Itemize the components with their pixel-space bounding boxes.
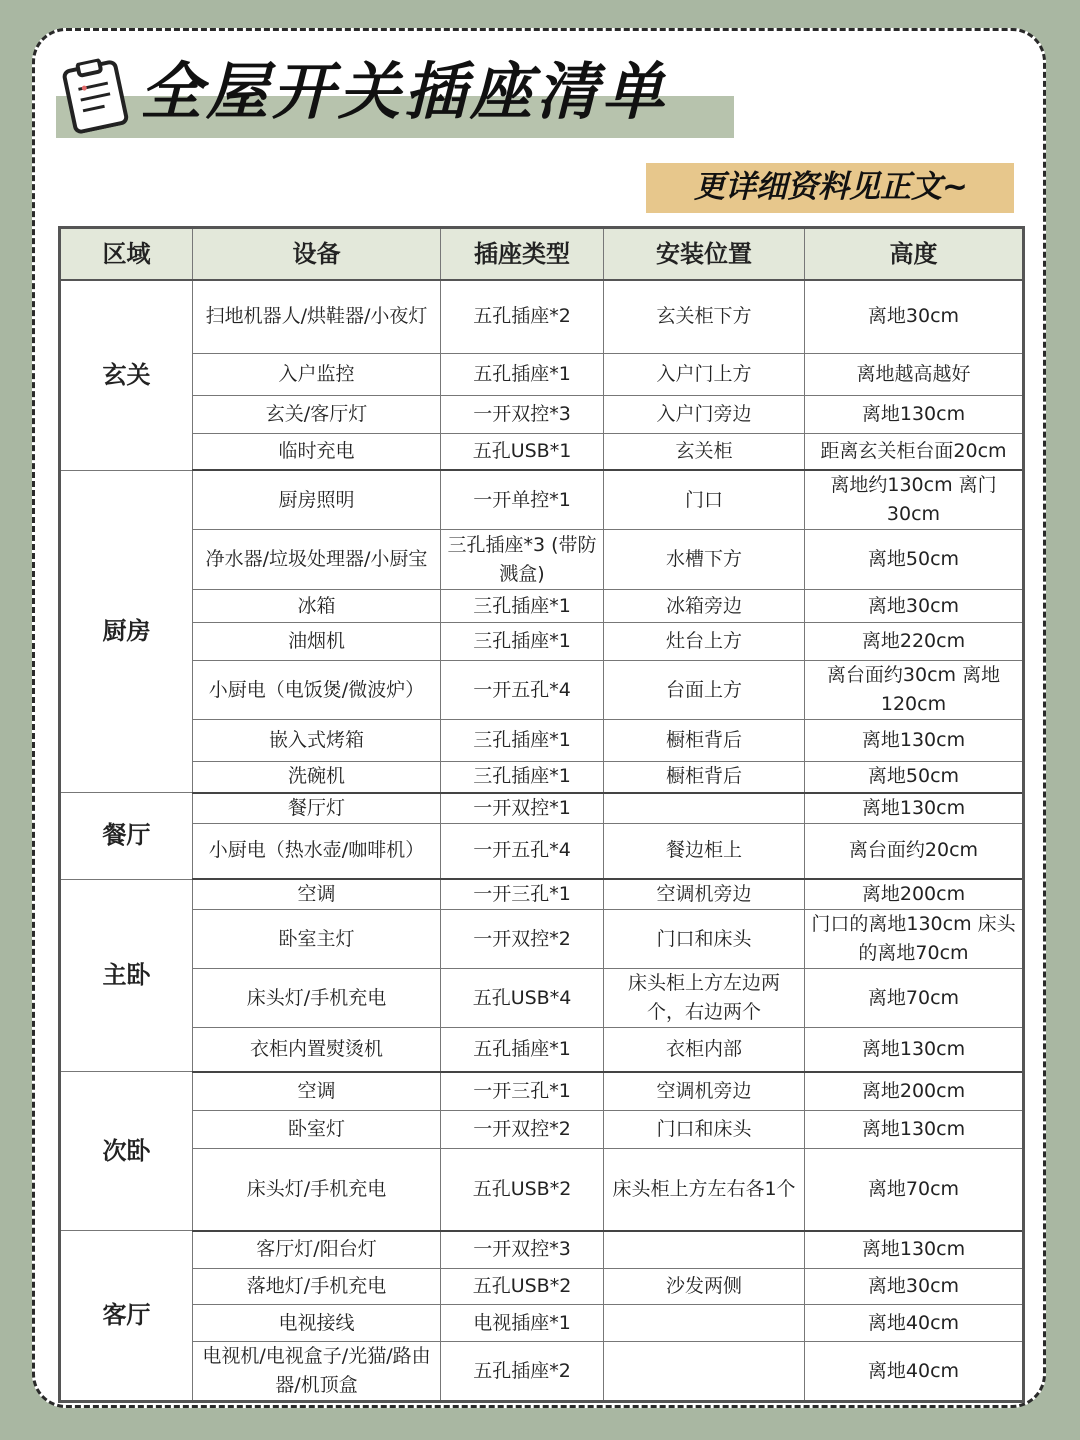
location-cell: 空调机旁边 <box>604 1072 805 1111</box>
height-cell: 离地130cm <box>805 1231 1024 1269</box>
location-cell <box>604 1342 805 1402</box>
height-cell: 门口的离地130cm 床头的离地70cm <box>805 910 1024 969</box>
location-cell: 床头柜上方左边两个，右边两个 <box>604 969 805 1028</box>
height-cell: 离地40cm <box>805 1305 1024 1342</box>
socket-type-cell: 一开三孔*1 <box>441 1072 604 1111</box>
device-cell: 厨房照明 <box>193 470 441 530</box>
height-cell: 离地200cm <box>805 879 1024 910</box>
height-cell: 离台面约30cm 离地120cm <box>805 661 1024 720</box>
socket-type-cell: 三孔插座*3 (带防溅盒) <box>441 530 604 590</box>
location-cell: 灶台上方 <box>604 623 805 661</box>
table-row <box>60 661 1024 720</box>
height-cell: 离地200cm <box>805 1072 1024 1111</box>
zone-cell: 玄关 <box>60 280 193 470</box>
device-cell: 小厨电（电饭煲/微波炉） <box>193 661 441 720</box>
device-cell: 空调 <box>193 1072 441 1111</box>
header-socket-type: 插座类型 <box>441 228 604 281</box>
device-cell: 卧室灯 <box>193 1111 441 1149</box>
location-cell: 玄关柜 <box>604 433 805 470</box>
socket-type-cell: 一开五孔*4 <box>441 661 604 720</box>
device-cell: 油烟机 <box>193 623 441 661</box>
socket-type-cell: 一开双控*2 <box>441 1111 604 1149</box>
device-cell: 小厨电（热水壶/咖啡机） <box>193 823 441 879</box>
height-cell: 距离玄关柜台面20cm <box>805 433 1024 470</box>
zone-cell: 主卧 <box>60 879 193 1072</box>
socket-table <box>58 226 1025 1403</box>
height-cell: 离地130cm <box>805 395 1024 433</box>
location-cell: 玄关柜下方 <box>604 280 805 353</box>
socket-type-cell: 三孔插座*1 <box>441 623 604 661</box>
header-zone: 区域 <box>60 228 193 281</box>
socket-type-cell: 五孔插座*1 <box>441 1028 604 1072</box>
height-cell: 离地130cm <box>805 720 1024 762</box>
socket-type-cell: 五孔插座*2 <box>441 280 604 353</box>
location-cell: 空调机旁边 <box>604 879 805 910</box>
table-row <box>60 280 1024 353</box>
device-cell: 嵌入式烤箱 <box>193 720 441 762</box>
location-cell: 床头柜上方左右各1个 <box>604 1149 805 1231</box>
device-cell: 冰箱 <box>193 590 441 623</box>
socket-type-cell: 五孔USB*4 <box>441 969 604 1028</box>
table-row <box>60 1072 1024 1111</box>
socket-type-cell: 五孔USB*2 <box>441 1149 604 1231</box>
height-cell: 离地70cm <box>805 969 1024 1028</box>
table-row <box>60 1231 1024 1269</box>
zone-cell: 客厅 <box>60 1231 193 1402</box>
height-cell: 离地130cm <box>805 1028 1024 1072</box>
location-cell: 水槽下方 <box>604 530 805 590</box>
device-cell: 客厅灯/阳台灯 <box>193 1231 441 1269</box>
height-cell: 离地30cm <box>805 1269 1024 1305</box>
device-cell: 玄关/客厅灯 <box>193 395 441 433</box>
device-cell: 扫地机器人/烘鞋器/小夜灯 <box>193 280 441 353</box>
table-row <box>60 793 1024 824</box>
height-cell: 离地30cm <box>805 590 1024 623</box>
device-cell: 床头灯/手机充电 <box>193 1149 441 1231</box>
zone-cell: 餐厅 <box>60 793 193 880</box>
socket-type-cell: 三孔插座*1 <box>441 720 604 762</box>
location-cell: 入户门旁边 <box>604 395 805 433</box>
zone-cell: 次卧 <box>60 1072 193 1231</box>
height-cell: 离地30cm <box>805 280 1024 353</box>
device-cell: 空调 <box>193 879 441 910</box>
table-row <box>60 1269 1024 1305</box>
page-title: 全屋开关插座清单 <box>140 55 669 128</box>
location-cell: 台面上方 <box>604 661 805 720</box>
location-cell <box>604 793 805 824</box>
height-cell: 离地70cm <box>805 1149 1024 1231</box>
table-row <box>60 353 1024 395</box>
socket-type-cell: 一开双控*3 <box>441 1231 604 1269</box>
table-row <box>60 910 1024 969</box>
table-body <box>60 280 1024 1402</box>
table-row <box>60 1111 1024 1149</box>
height-cell: 离地50cm <box>805 762 1024 793</box>
table-row <box>60 720 1024 762</box>
socket-type-cell: 五孔USB*2 <box>441 1269 604 1305</box>
location-cell: 衣柜内部 <box>604 1028 805 1072</box>
socket-type-cell: 五孔USB*1 <box>441 433 604 470</box>
socket-type-cell: 一开双控*1 <box>441 793 604 824</box>
device-cell: 净水器/垃圾处理器/小厨宝 <box>193 530 441 590</box>
location-cell: 门口和床头 <box>604 910 805 969</box>
table-row <box>60 1028 1024 1072</box>
table-row <box>60 530 1024 590</box>
socket-type-cell: 一开双控*3 <box>441 395 604 433</box>
table-row <box>60 590 1024 623</box>
socket-type-cell: 三孔插座*1 <box>441 762 604 793</box>
header-device: 设备 <box>193 228 441 281</box>
device-cell: 卧室主灯 <box>193 910 441 969</box>
socket-type-cell: 一开五孔*4 <box>441 823 604 879</box>
location-cell: 餐边柜上 <box>604 823 805 879</box>
table-row <box>60 470 1024 530</box>
height-cell: 离地约130cm 离门30cm <box>805 470 1024 530</box>
header-location: 安装位置 <box>604 228 805 281</box>
device-cell: 洗碗机 <box>193 762 441 793</box>
socket-type-cell: 一开单控*1 <box>441 470 604 530</box>
zone-cell: 厨房 <box>60 470 193 793</box>
table-row <box>60 823 1024 879</box>
table-row <box>60 1342 1024 1402</box>
table-row <box>60 1305 1024 1342</box>
socket-type-cell: 五孔插座*2 <box>441 1342 604 1402</box>
device-cell: 落地灯/手机充电 <box>193 1269 441 1305</box>
height-cell: 离地130cm <box>805 1111 1024 1149</box>
height-cell: 离地50cm <box>805 530 1024 590</box>
table-row <box>60 395 1024 433</box>
table-header-row <box>60 228 1024 281</box>
device-cell: 床头灯/手机充电 <box>193 969 441 1028</box>
header-height: 高度 <box>805 228 1024 281</box>
location-cell <box>604 1305 805 1342</box>
device-cell: 衣柜内置熨烫机 <box>193 1028 441 1072</box>
location-cell: 冰箱旁边 <box>604 590 805 623</box>
device-cell: 临时充电 <box>193 433 441 470</box>
height-cell: 离地40cm <box>805 1342 1024 1402</box>
height-cell: 离地越高越好 <box>805 353 1024 395</box>
location-cell: 橱柜背后 <box>604 720 805 762</box>
table-row <box>60 969 1024 1028</box>
socket-type-cell: 五孔插座*1 <box>441 353 604 395</box>
page-subtitle: 更详细资料见正文~ <box>694 169 968 205</box>
location-cell: 入户门上方 <box>604 353 805 395</box>
location-cell: 门口 <box>604 470 805 530</box>
location-cell: 门口和床头 <box>604 1111 805 1149</box>
socket-type-cell: 一开双控*2 <box>441 910 604 969</box>
height-cell: 离地130cm <box>805 793 1024 824</box>
device-cell: 餐厅灯 <box>193 793 441 824</box>
table-row <box>60 879 1024 910</box>
socket-type-cell: 电视插座*1 <box>441 1305 604 1342</box>
socket-type-cell: 一开三孔*1 <box>441 879 604 910</box>
table-row <box>60 433 1024 470</box>
location-cell <box>604 1231 805 1269</box>
socket-type-cell: 三孔插座*1 <box>441 590 604 623</box>
height-cell: 离地220cm <box>805 623 1024 661</box>
location-cell: 沙发两侧 <box>604 1269 805 1305</box>
device-cell: 电视机/电视盒子/光猫/路由器/机顶盒 <box>193 1342 441 1402</box>
device-cell: 电视接线 <box>193 1305 441 1342</box>
height-cell: 离台面约20cm <box>805 823 1024 879</box>
table-row <box>60 762 1024 793</box>
table-row <box>60 623 1024 661</box>
location-cell: 橱柜背后 <box>604 762 805 793</box>
table-row <box>60 1149 1024 1231</box>
device-cell: 入户监控 <box>193 353 441 395</box>
